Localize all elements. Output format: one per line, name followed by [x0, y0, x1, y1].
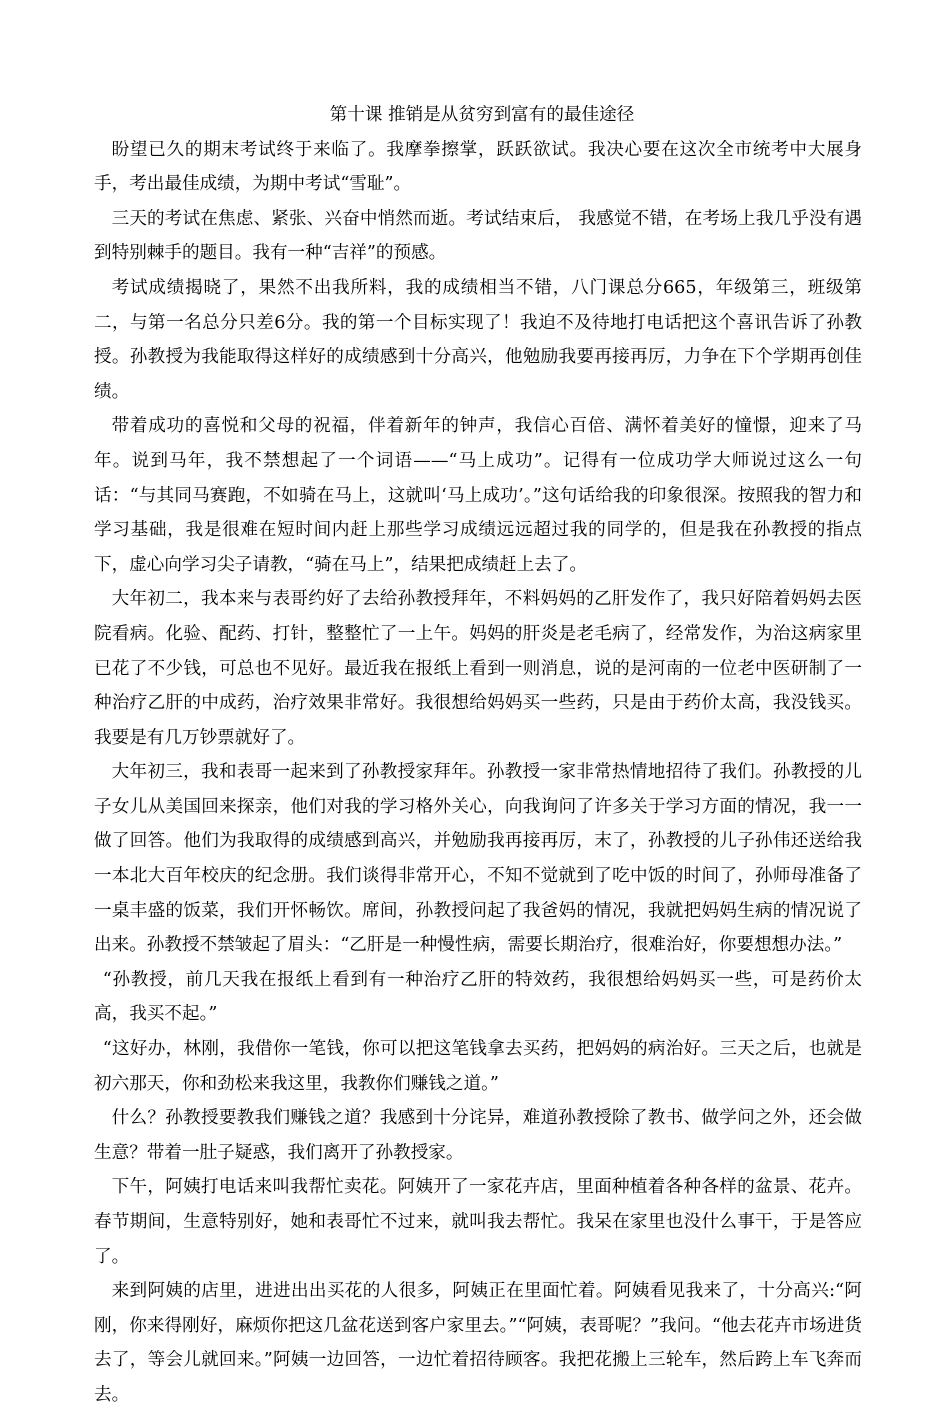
lesson-title: 第十课 推销是从贫穷到富有的最佳途径 [329, 105, 635, 125]
paragraph-exam-days: 三天的考试在焦虑、紧张、兴奋中悄然而逝。考试结束后， 我感觉不错，在考场上我几乎没有遇到特别棘手的题目。我有一种“吉祥”的预感。 [94, 208, 862, 264]
paragraph-exam-coming: 盼望已久的期末考试终于来临了。我摩拳擦掌，跃跃欲试。我决心要在这次全市统考中大展身手，考出最佳成绩，为期中考试“雪耻”。 [94, 139, 862, 195]
paragraph-horse-year: 带着成功的喜悦和父母的祝福，伴着新年的钟声，我信心百倍、满怀着美好的憧憬，迎来了马年。说到马年，我不禁想起了一个词语——“马上成功”。记得有一位成功学大师说过这么一句话：“与其同马赛跑，不如骑在马上，这就叫‘马上成功’。”这句话给我的印象很深。按照我的智力和学习基础，我是很难在短时间内赶上那些学习成绩远远超过我的同学的，但是我在孙教授的指点下，虚心向学习尖子请教，“骑在马上”，结果把成绩赶上去了。 [94, 416, 862, 575]
paragraph-afternoon: 下午，阿姨打电话来叫我帮忙卖花。阿姨开了一家花卉店，里面种植着各种各样的盆景、花卉。春节期间，生意特别好，她和表哥忙不过来，就叫我去帮忙。我呆在家里也没什么事干，于是答应了。 [94, 1177, 862, 1267]
paragraph-results: 考试成绩揭晓了，果然不出我所料，我的成绩相当不错，八门课总分665，年级第三，班级第二，与第一名总分只差6分。我的第一个目标实现了！我迫不及待地打电话把这个喜讯告诉了孙教授。孙教授为我能取得这样好的成绩感到十分高兴，他勉励我要再接再厉，力争在下个学期再创佳绩。 [94, 277, 862, 402]
paragraph-flower-shop: 来到阿姨的店里，进进出出买花的人很多，阿姨正在里面忙着。阿姨看见我来了，十分高兴:“阿刚，你来得刚好，麻烦你把这几盆花送到客户家里去。”“阿姨，表哥呢？”我问。“他去花卉市场进货去了，等会儿就回来。”阿姨一边回答，一边忙着招待顾客。我把花搬上三轮车，然后跨上车飞奔而去。 [94, 1281, 862, 1405]
paragraph-dialog-loan: “这好办，林刚，我借你一笔钱，你可以把这笔钱拿去买药，把妈妈的病治好。三天之后，也就是初六那天，你和劲松来我这里，我教你们赚钱之道。” [94, 1039, 862, 1094]
document-page [94, 98, 862, 1413]
paragraph-surprise: 什么？孙教授要教我们赚钱之道？我感到十分诧异，难道孙教授除了教书、做学问之外，还会做生意？带着一肚子疑惑，我们离开了孙教授家。 [94, 1108, 862, 1163]
paragraph-dialog-medicine: “孙教授，前几天我在报纸上看到有一种治疗乙肝的特效药，我很想给妈妈买一些，可是药价太高，我买不起。” [94, 969, 862, 1025]
paragraph-second-day: 大年初二，我本来与表哥约好了去给孙教授拜年，不料妈妈的乙肝发作了，我只好陪着妈妈去医院看病。化验、配药、打针，整整忙了一上午。妈妈的肝炎是老毛病了，经常发作，为治这病家里已花了不少钱，可总也不见好。最近我在报纸上看到一则消息，说的是河南的一位老中医研制了一种治疗乙肝的中成药，治疗效果非常好。我很想给妈妈买一些药，只是由于药价太高，我没钱买。我要是有几万钞票就好了。 [94, 589, 862, 748]
paragraph-third-day: 大年初三，我和表哥一起来到了孙教授家拜年。孙教授一家非常热情地招待了我们。孙教授的儿子女儿从美国回来探亲，他们对我的学习格外关心，向我询问了许多关于学习方面的情况，我一一做了回答。他们为我取得的成绩感到高兴，并勉励我再接再厉，末了，孙教授的儿子孙伟还送给我一本北大百年校庆的纪念册。我们谈得非常开心，不知不觉就到了吃中饭的时间了，孙师母准备了一桌丰盛的饭菜，我们开怀畅饮。席间，孙教授问起了我爸妈的情况，我就把妈妈生病的情况说了出来。孙教授不禁皱起了眉头：“乙肝是一种慢性病，需要长期治疗，很难治好，你要想想办法。” [94, 762, 862, 956]
